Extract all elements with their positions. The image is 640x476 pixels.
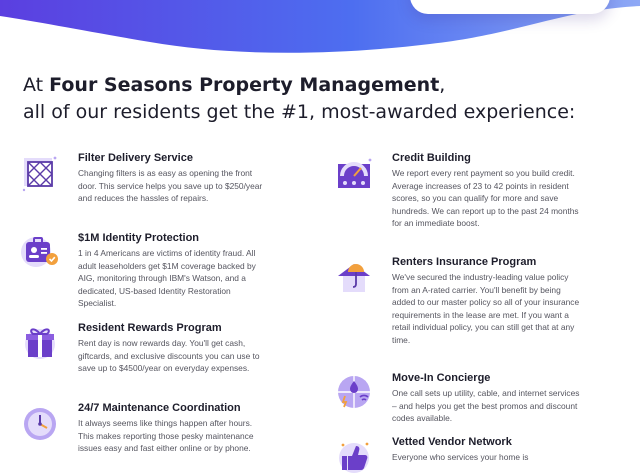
headline-company-name: Four Seasons Property Management	[49, 74, 440, 96]
gift-box-icon	[20, 322, 60, 362]
identity-card-shield-icon	[20, 232, 60, 272]
credit-score-icon	[334, 152, 374, 192]
feature-description: One call sets up utility, cable, and internet services – and helps you get the best promos and discount codes available.	[392, 388, 580, 424]
headline-suffix: ,	[439, 74, 446, 96]
headline-line-2: all of our residents get the #1, most-awarded experience:	[23, 101, 576, 123]
feature-description: Changing filters is as easy as opening the front door. This service helps you save up to $250/year and reduces the hassles of repairs.	[78, 168, 263, 204]
utilities-icon	[334, 372, 374, 412]
feature-description: It always seems like things happen after hours. This makes reporting those pesky maintenance issues easy and fast either online or by phone.	[78, 418, 254, 454]
feature-title: Renters Insurance Program	[392, 256, 537, 268]
feature-title: Vetted Vendor Network	[392, 436, 512, 448]
header-floating-card	[410, 0, 610, 14]
umbrella-house-icon	[334, 256, 374, 296]
feature-description: Everyone who services your home is	[392, 452, 529, 462]
feature-title: $1M Identity Protection	[78, 232, 200, 244]
feature-title: 24/7 Maintenance Coordination	[78, 402, 241, 414]
feature-title: Move-In Concierge	[392, 372, 491, 384]
feature-title: Credit Building	[392, 152, 471, 164]
feature-title: Resident Rewards Program	[78, 322, 222, 334]
headline-prefix: At	[23, 74, 50, 96]
thumbs-up-icon	[334, 436, 374, 476]
feature-title: Filter Delivery Service	[78, 152, 193, 164]
air-filter-icon	[20, 152, 60, 192]
feature-description: 1 in 4 Americans are victims of identity fraud. All adult leaseholders get $1M coverage backed by AIG, monitoring through IBM's Watson, and a dedicated, US-based Identity Restoration Specialist.	[78, 248, 256, 309]
feature-description: We report every rent payment so you build credit. Average increases of 23 to 42 points in resident scores, so you can qualify for more and save hundreds. We can report up to the past 24 months for an immediate boost.	[392, 168, 579, 229]
feature-description: We've secured the industry-leading value policy from an A-rated carrier. You'll benefit by being added to our master policy so all of your insurance requirements in the lease are met. If you want a retail individual policy, you can still get that at any time.	[392, 272, 580, 345]
feature-description: Rent day is now rewards day. You'll get cash, giftcards, and exclusive discounts you can use to save up to $4500/year on everyday expenses.	[78, 338, 260, 374]
page-headline	[23, 72, 623, 126]
clock-icon	[20, 402, 60, 442]
